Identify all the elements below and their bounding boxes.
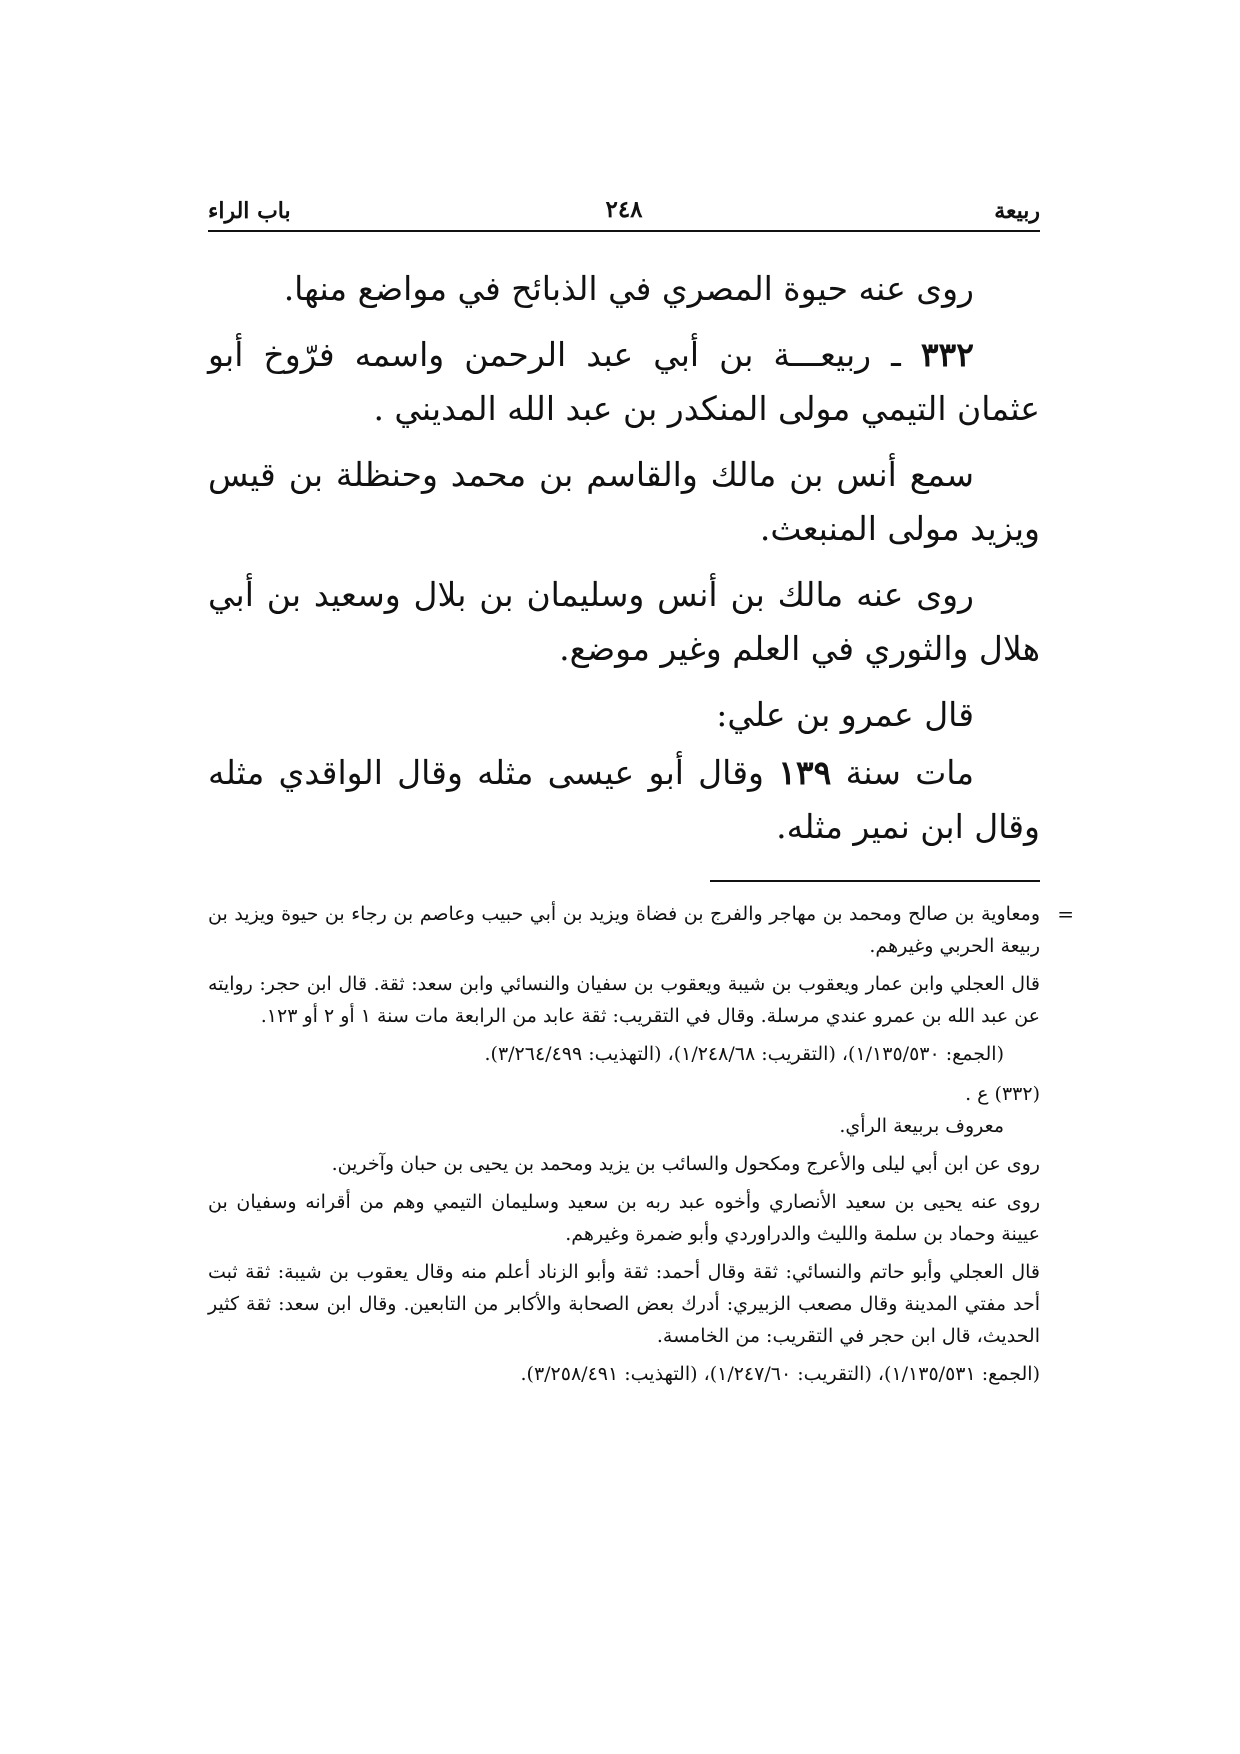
footnote-332-grading: قال العجلي وأبو حاتم والنسائي: ثقة وقال أحمد: ثقة وأبو الزناد أعلم منه وقال يعقوب بن شيبة: ثقة ثبت أحد مفتي المدينة وقال مصعب الزبيري: أدرك بعض الصحابة والأكابر من التابعين. وقال ابن سعد: ثقة كثير الحديث، قال ابن حجر في التقريب: من الخامسة. — [208, 1261, 1040, 1347]
paragraph-1: روى عنه حيوة المصري في الذبائح في مواضع منها. — [283, 269, 974, 308]
book-page — [208, 196, 1074, 1396]
footnote-332-known-as: معروف بربيعة الرأي. — [839, 1115, 1004, 1137]
header-rule — [208, 230, 1040, 232]
footnote-continuation-text: ومعاوية بن صالح ومحمد بن مهاجر والفرج بن فضاة ويزيد بن أبي حبيب وعاصم بن رجاء بن حيوة ويزيد بن ربيعة الحربي وغيرهم. — [208, 903, 1040, 957]
footnote-references: (الجمع: ١/١٣٥/٥٣٠)، (التقريب: ١/٢٤٨/٦٨)، (التهذيب: ٣/٢٦٤/٤٩٩). — [484, 1043, 1004, 1065]
footnotes — [208, 898, 1074, 1390]
footnote-332-head: (٣٣٢) ع . — [965, 1083, 1040, 1105]
footnote-grading: قال العجلي وابن عمار ويعقوب بن شيبة ويعقوب بن سفيان والنسائي وابن سعد: ثقة. قال ابن حجر: روايته عن عبد الله بن عمرو عندي مرسلة. وقال في التقريب: ثقة عابد من الرابعة مات سنة ١ أو ٢ أو ١٢٣. — [208, 973, 1040, 1027]
paragraph-heard-from: سمع أنس بن مالك والقاسم بن محمد وحنظلة بن قيس ويزيد مولى المنبعث. — [208, 455, 1040, 548]
death-text-b: وقال أبو عيسى مثله وقال الواقدي مثله وقال ابن نمير مثله. — [208, 753, 1040, 846]
continuation-mark: = — [1057, 902, 1074, 926]
entry-number: ٣٣٢ — [920, 335, 974, 374]
footnote-332-references: (الجمع: ١/١٣٥/٥٣١)، (التقريب: ١/٢٤٧/٦٠)، (التهذيب: ٣/٢٥٨/٤٩١). — [520, 1363, 1040, 1385]
paragraph-death — [208, 746, 1040, 854]
footnote-rule — [710, 880, 1040, 882]
death-text-a: مات سنة — [831, 753, 974, 792]
header-chapter-title: باب الراء — [208, 198, 291, 224]
paragraph-said: قال عمرو بن علي: — [716, 695, 974, 734]
footnote-332-narrated-from: روى عن ابن أبي ليلى والأعرج ومكحول والسائب بن يزيد ومحمد بن يحيى بن حبان وآخرين. — [331, 1153, 1040, 1175]
entry-text: ـ ربيعـــة بن أبي عبد الرحمن واسمه فرّوخ أبو عثمان التيمي مولى المنكدر بن عبد الله المديني . — [208, 335, 1040, 428]
page-number: ٢٤٨ — [605, 196, 643, 223]
main-text — [208, 262, 1040, 854]
paragraph-narrators: روى عنه مالك بن أنس وسليمان بن بلال وسعيد بن أبي هلال والثوري في العلم وغير موضع. — [208, 575, 1040, 668]
death-year: ١٣٩ — [778, 753, 832, 792]
page-header — [208, 196, 1040, 230]
footnote-332-narrators: روى عنه يحيى بن سعيد الأنصاري وأخوه عبد ربه بن سعيد وسليمان التيمي وهم من أقرانه وسفيان بن عيينة وحماد بن سلمة والليث والدراوردي وأبو ضمرة وغيرهم. — [208, 1191, 1040, 1245]
header-entry-name: ربيعة — [994, 198, 1040, 224]
entry-332 — [208, 328, 1040, 436]
footnote-continuation — [208, 898, 1074, 962]
